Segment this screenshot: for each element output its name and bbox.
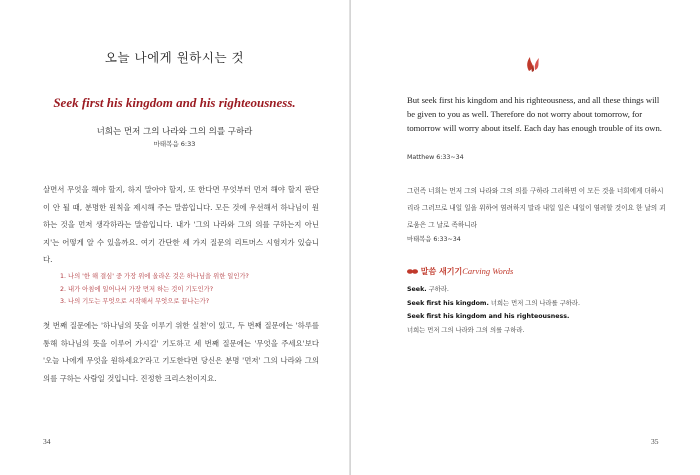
leaf-bullet-icon <box>407 268 418 275</box>
carving-line: 너희는 먼저 그의 나라와 그의 의를 구하라. <box>407 326 525 334</box>
verse-korean-full: 그런즉 너희는 먼저 그의 나라와 그의 의를 구하라 그리하면 이 모든 것을 너희에게 더하시리라 그러므로 내일 일을 위하여 염려하지 말라 내일 일은 내일이 염려할 것이요 한 날의 괴로움은 그 날로 족하니라 <box>407 187 666 229</box>
carving-line: Seek first his kingdom and his righteousness. <box>407 313 570 320</box>
page-number-left: 34 <box>43 437 51 446</box>
carving-line: Seek first his kingdom. 너희는 먼저 그의 나라를 구하라. <box>407 299 580 307</box>
verse-korean-reference: 마태복음 6:33~34 <box>407 236 461 243</box>
carving-words-heading <box>407 266 513 277</box>
body-paragraph-2: 첫 번째 질문에는 '하나님의 뜻을 이루기 위한 실천'이 있고, 두 번째 질문에는 '하루를 통해 하나님의 뜻을 이루어 가시길' 기도하고 세 번째 질문에는 '무엇을 주세요'보다 '오늘 나에게 무엇을 원하세요?'라고 기도한다면 당신은 분명 '먼저' 그의 나라와 그의 의를 구하는 사람일 것입니다. 진정한 크리스천이지요. <box>43 321 319 383</box>
body-paragraph-1: 살면서 무엇을 해야 할지, 하지 말아야 할지, 또 한다면 무엇부터 먼저 해야 할지 판단이 안 될 때, 분명한 원칙을 제시해 주는 말씀입니다. 모든 것에 우선해서 하나님이 원하는 것을 먼저 생각하라는 말씀입니다. 내가 '그의 나라와 그의 의를 구하는지 아닌지'는 어떻게 알 수 있을까요. 여기 간단한 세 가지 질문의 리트머스 시험지가 있습니다. <box>43 185 319 265</box>
page-title: 오늘 나에게 원하시는 것 <box>104 50 245 65</box>
carving-line: Seek. 구하라. <box>407 286 449 293</box>
left-page <box>0 0 349 475</box>
verse-english: Seek first his kingdom and his righteousness. <box>53 95 296 110</box>
flame-ornament-icon <box>522 52 544 74</box>
carving-heading-english: Carving Words <box>462 266 514 276</box>
verse-reference: 마태복음 6:33 <box>153 140 196 148</box>
question-item: 3. 나의 기도는 무엇으로 시작해서 무엇으로 끝나는가? <box>60 298 210 305</box>
page-number-right: 35 <box>651 437 659 446</box>
verse-korean: 너희는 먼저 그의 나라와 그의 의를 구하라 <box>96 127 253 137</box>
question-list <box>60 271 320 309</box>
question-item: 1. 나의 '한 해 결심' 중 가장 위에 올라온 것은 하나님을 위한 일인가? <box>60 273 249 280</box>
verse-english-reference: Matthew 6:33~34 <box>407 154 464 161</box>
right-page <box>351 0 700 475</box>
verse-english-full: But seek first his kingdom and his righteousness, and all these things will be given to you as well. Therefore do not worry about tomorrow, for tomorrow will worry about itself. Each day has enough trouble of its own. <box>407 95 662 133</box>
carving-heading-korean: 말씀 새기기 <box>420 267 463 276</box>
carving-lines <box>407 283 677 337</box>
question-item: 2. 내가 아침에 일어나서 가장 먼저 하는 것이 기도인가? <box>60 285 214 293</box>
